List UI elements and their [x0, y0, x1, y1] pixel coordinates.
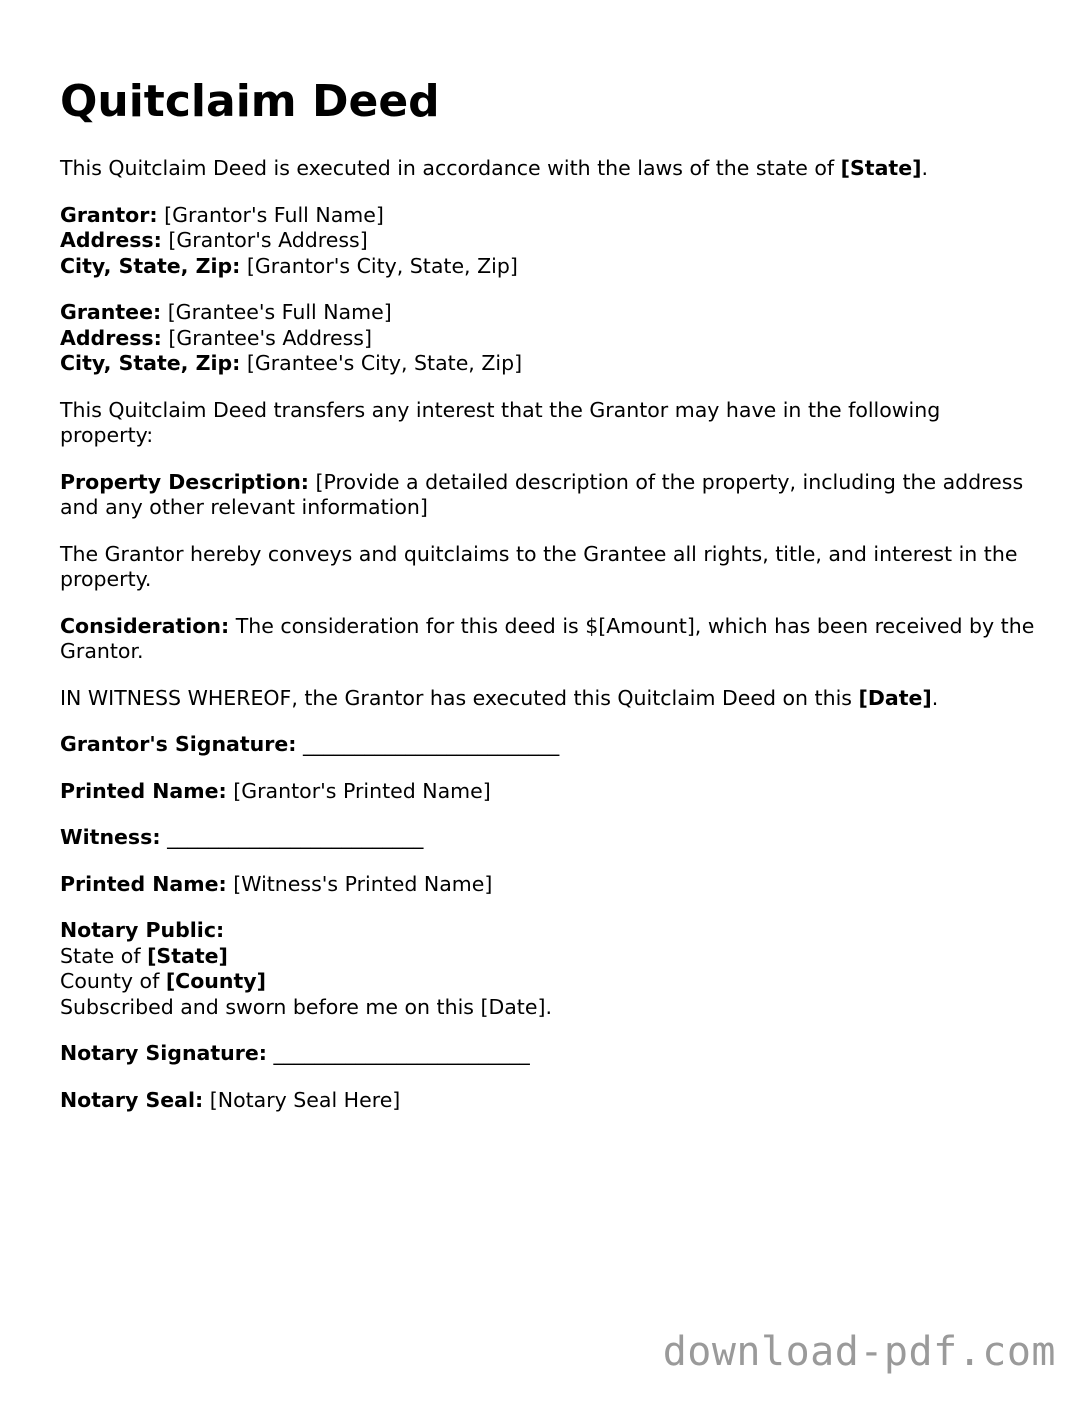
consideration-paragraph: [60, 614, 1035, 665]
witness-printed-label: Printed Name:: [60, 871, 227, 896]
notary-county-value: [County]: [165, 969, 267, 993]
grantee-csz-label: City, State, Zip:: [60, 351, 241, 375]
grantee-address-label: Address:: [60, 325, 162, 350]
witness-printed-value: [Witness's Printed Name]: [226, 871, 493, 896]
document-body: [60, 76, 1035, 1134]
notary-state-value: [State]: [147, 943, 228, 968]
grantor-name-label: Grantor:: [60, 202, 158, 227]
grantor-signature-blank: _________________________: [296, 732, 560, 756]
grantor-name-value: [Grantor's Full Name]: [157, 202, 384, 227]
grantor-address-value: [Grantor's Address]: [161, 228, 368, 252]
notary-signature-line: [60, 1041, 1035, 1067]
grantor-address-label: Address:: [60, 228, 162, 252]
grantee-address-value: [Grantee's Address]: [161, 325, 372, 350]
notary-county-text: County of: [60, 969, 166, 993]
page-title: Quitclaim Deed: [60, 76, 440, 127]
notary-state-text: State of: [60, 943, 148, 968]
grantee-name-label: Grantee:: [60, 300, 162, 324]
witness-clause-end: .: [931, 685, 939, 710]
property-value: [Provide a detailed description of the property, including the address and any other relevant information]: [60, 469, 1024, 519]
witness-signature-line: [60, 825, 1035, 851]
witness-printed-name: [60, 872, 1035, 898]
notary-signature-label: Notary Signature:: [60, 1041, 267, 1065]
grantor-printed-value: [Grantor's Printed Name]: [226, 778, 491, 803]
grantor-signature-label: Grantor's Signature:: [60, 732, 297, 756]
watermark: download-pdf.com: [662, 1329, 1056, 1375]
notary-seal: [60, 1088, 1035, 1114]
grantor-csz-value: [Grantor's City, State, Zip]: [240, 253, 518, 278]
grantor-csz-label: City, State, Zip:: [60, 253, 241, 278]
intro-paragraph: [60, 156, 1035, 182]
consideration-label: Consideration:: [60, 613, 230, 638]
convey-paragraph: The Grantor hereby conveys and quitclaims to the Grantee all rights, title, and interest in the property.: [60, 541, 1018, 591]
grantor-printed-label: Printed Name:: [60, 778, 227, 803]
property-description: [60, 470, 1035, 521]
grantee-name-value: [Grantee's Full Name]: [161, 300, 392, 324]
notary-seal-label: Notary Seal:: [60, 1087, 204, 1112]
consideration-value: The consideration for this deed is $[Amount], which has been received by the Grantor.: [60, 613, 1035, 663]
grantor-block: [60, 203, 1035, 280]
intro-end: .: [921, 156, 929, 180]
intro-state: [State]: [840, 156, 922, 180]
grantee-csz-value: [Grantee's City, State, Zip]: [240, 351, 523, 375]
witness-blank: _________________________: [160, 825, 424, 849]
grantee-block: [60, 300, 1035, 377]
notary-block: [60, 918, 1035, 1020]
notary-seal-value: [Notary Seal Here]: [203, 1087, 401, 1112]
property-label: Property Description:: [60, 469, 309, 494]
notary-sworn-text: Subscribed and sworn before me on this [Date].: [60, 994, 552, 1019]
transfer-paragraph: This Quitclaim Deed transfers any interest that the Grantor may have in the following property:: [60, 397, 941, 447]
notary-heading: Notary Public:: [60, 918, 225, 942]
witness-clause: [60, 686, 1035, 712]
witness-clause-text: IN WITNESS WHEREOF, the Grantor has executed this Quitclaim Deed on this: [60, 685, 859, 710]
witness-clause-date: [Date]: [858, 685, 932, 710]
intro-text: This Quitclaim Deed is executed in accordance with the laws of the state of: [60, 156, 841, 180]
witness-label: Witness:: [60, 825, 161, 849]
grantor-signature-line: [60, 732, 1035, 758]
notary-signature-blank: _________________________: [266, 1041, 530, 1065]
grantor-printed-name: [60, 779, 1035, 805]
